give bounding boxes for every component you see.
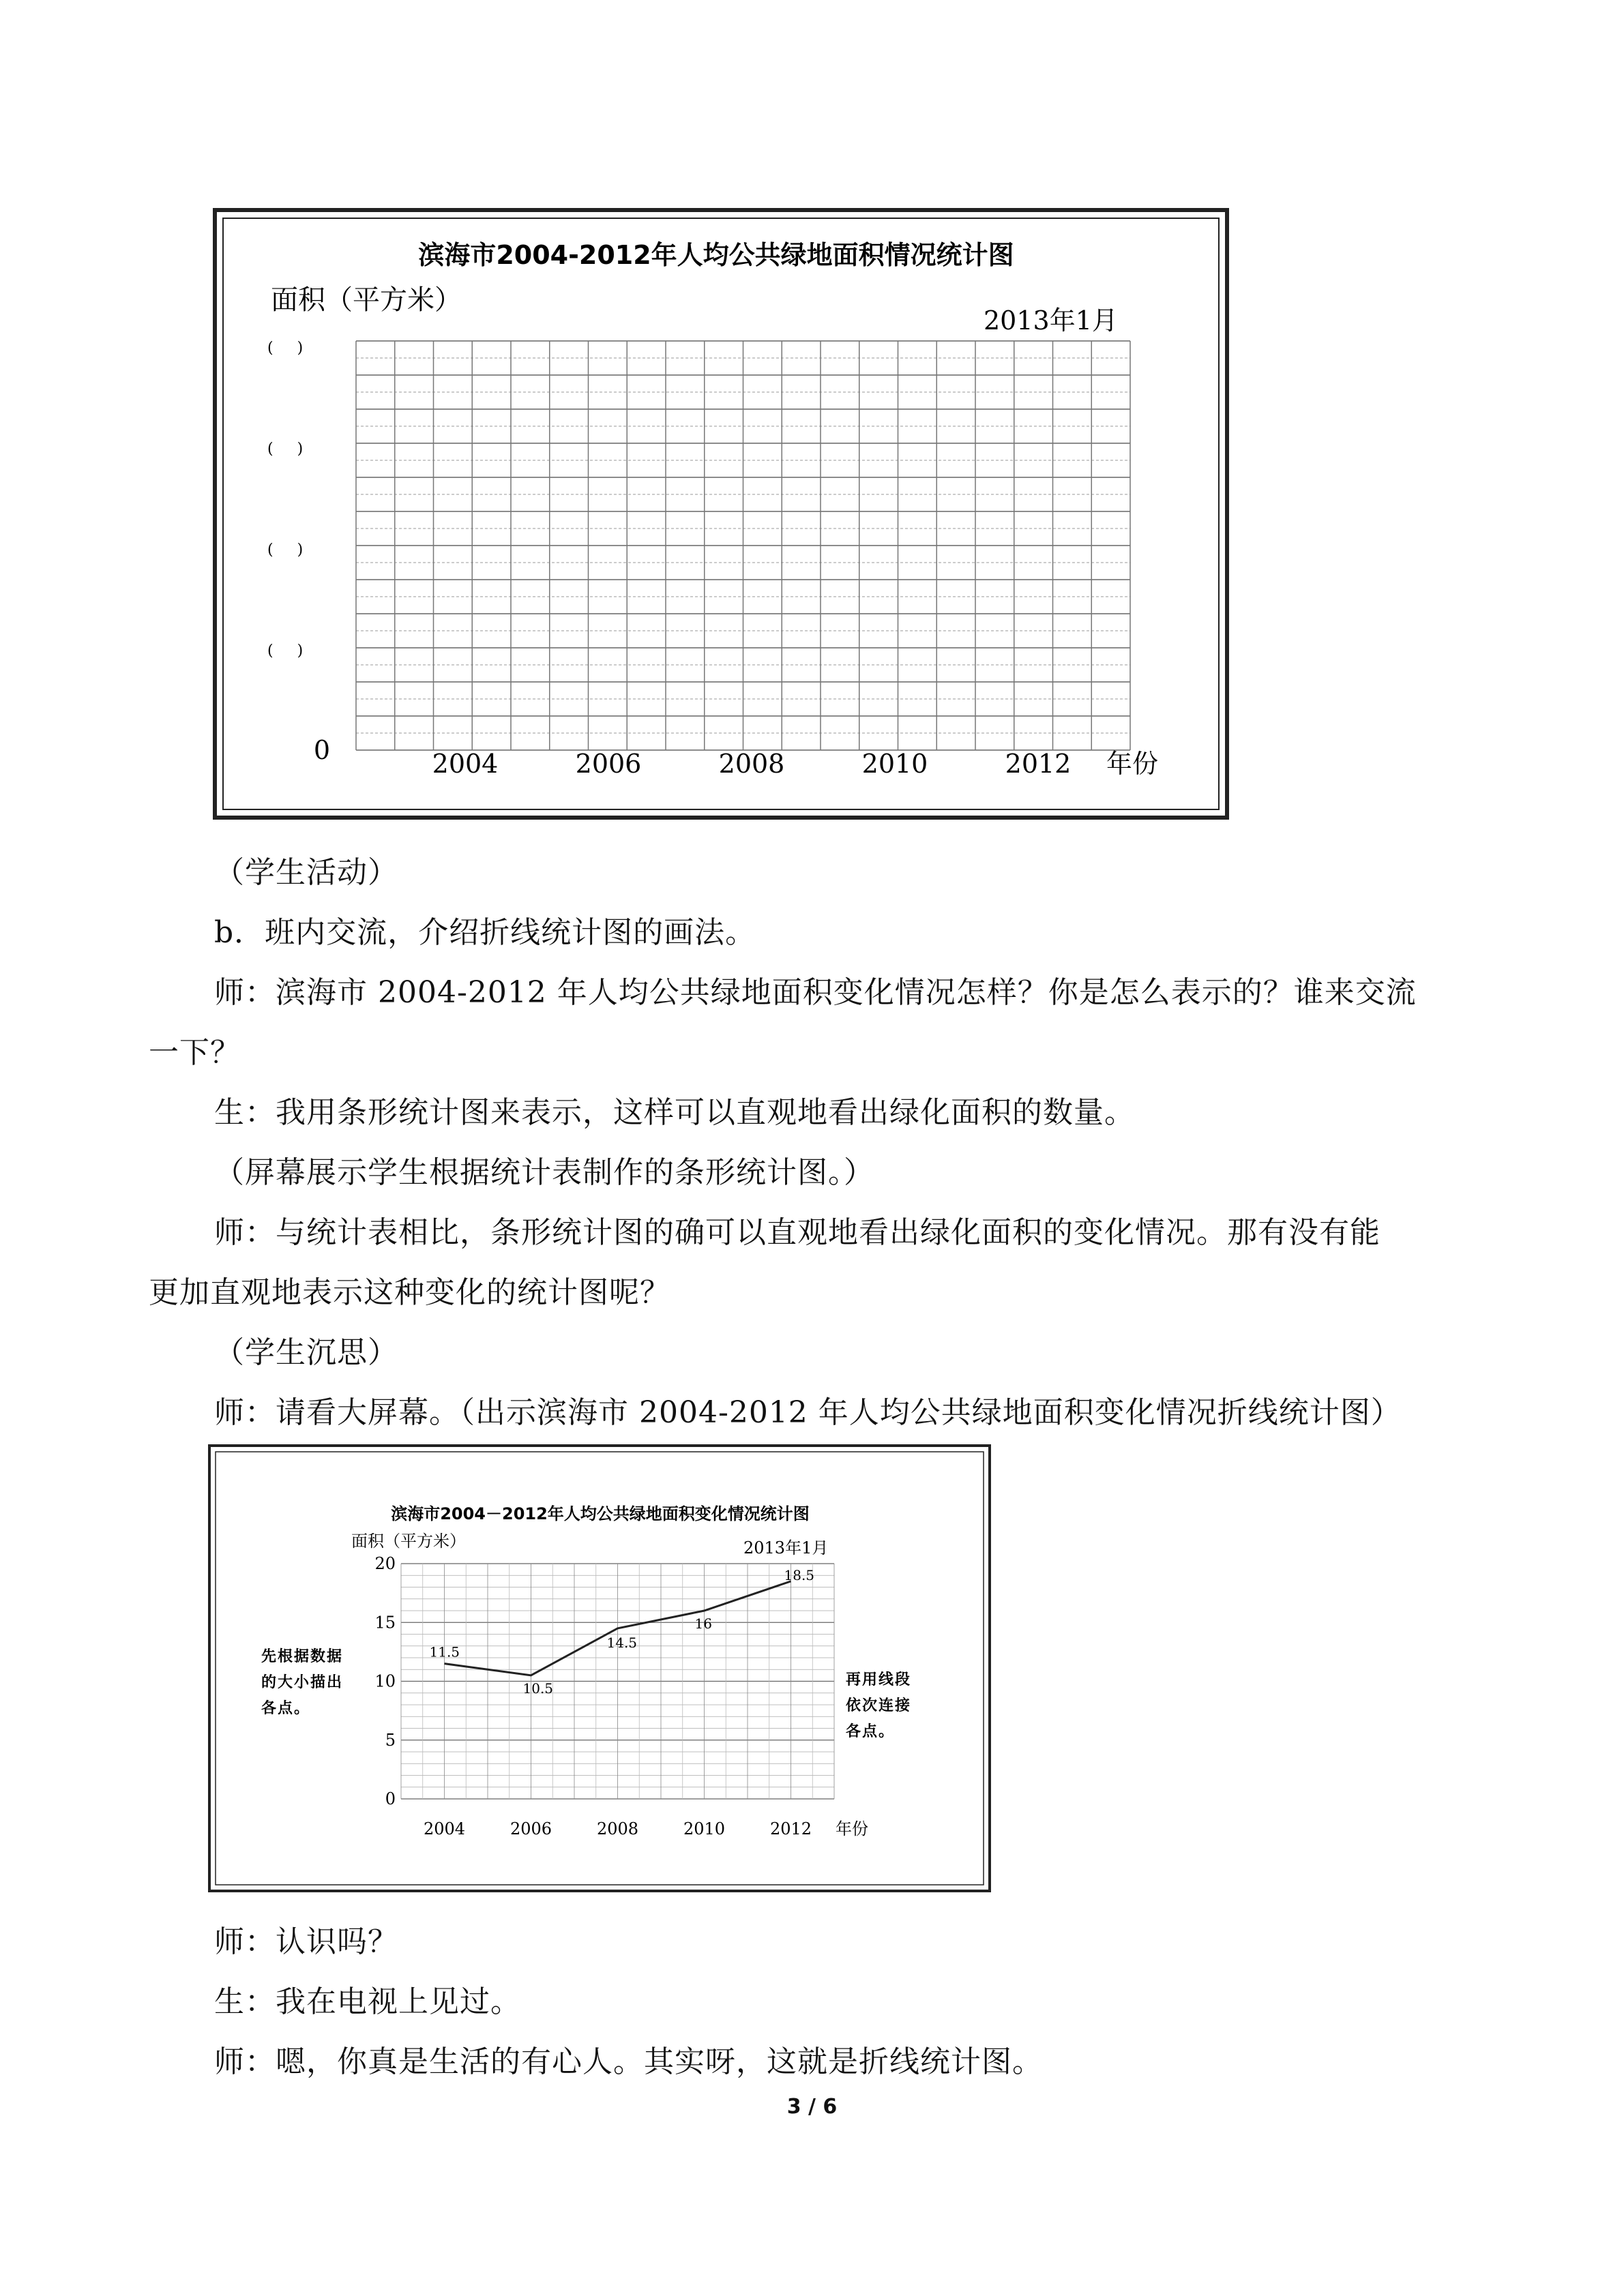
blank-chart-ylabel: 面积（平方米）	[271, 284, 462, 316]
paragraph-teacher-question-1: 师：滨海市 2004-2012 年人均公共绿地面积变化情况怎样？你是怎么表示的？谁来交流	[214, 975, 1417, 1010]
line-chart-title: 滨海市2004－2012年人均公共绿地面积变化情况统计图	[391, 1504, 810, 1523]
blank-chart-svg	[213, 208, 1229, 820]
y-tick-label: 0	[385, 1789, 396, 1808]
blank-y-tick-1: ( )	[267, 340, 313, 357]
annotation-right-line: 再用线段	[846, 1671, 912, 1688]
blank-x-tick-2006: 2006	[575, 749, 642, 779]
paragraph-teacher-recognize: 师：认识吗？	[214, 1924, 398, 1959]
paragraph-teacher-compare: 师：与统计表相比，条形统计图的确可以直观地看出绿化面积的变化情况。那有没有能	[214, 1215, 1381, 1250]
line-chart-figure	[208, 1444, 991, 1892]
data-label: 16	[694, 1615, 712, 1632]
data-label: 11.5	[429, 1643, 460, 1660]
x-tick-label: 2010	[683, 1819, 726, 1838]
blank-y-tick-4: ( )	[267, 642, 313, 659]
y-tick-labels	[374, 1554, 396, 1808]
paragraph-teacher-line-chart: 师：嗯，你真是生活的有心人。其实呀，这就是折线统计图。	[214, 2044, 1043, 2079]
blank-grid	[356, 341, 1130, 750]
paragraph-student-activity: （学生活动）	[214, 855, 398, 890]
data-label: 18.5	[784, 1566, 815, 1583]
data-label: 14.5	[606, 1634, 638, 1651]
data-label: 10.5	[522, 1680, 554, 1697]
paragraph-student-seen-tv: 生：我在电视上见过。	[214, 1984, 521, 2019]
blank-x-tick-2008: 2008	[718, 749, 785, 779]
paragraph-teacher-compare-cont: 更加直观地表示这种变化的统计图呢？	[149, 1275, 670, 1310]
y-tick-label: 15	[374, 1613, 396, 1632]
blank-y-tick-3: ( )	[267, 541, 313, 558]
annotation-left-line: 各点。	[261, 1700, 311, 1717]
annotation-left-line: 的大小描出	[261, 1674, 344, 1691]
blank-x-axis-label: 年份	[1106, 749, 1159, 779]
x-tick-label: 2006	[510, 1819, 552, 1838]
page-number: 3 / 6	[786, 2095, 838, 2119]
blank-chart-date: 2013年1月	[984, 305, 1118, 336]
annotation-left	[261, 1648, 343, 1717]
x-tick-label: 2012	[769, 1819, 812, 1838]
line-chart-date: 2013年1月	[743, 1538, 829, 1557]
y-tick-label: 5	[385, 1730, 396, 1750]
paragraph-student-thinking: （学生沉思）	[214, 1335, 398, 1370]
x-tick-label: 2008	[596, 1819, 639, 1838]
blank-x-tick-2004: 2004	[432, 749, 499, 779]
line-chart-xlabel: 年份	[836, 1819, 868, 1838]
line-chart-grid	[401, 1564, 834, 1799]
annotation-right	[846, 1671, 911, 1740]
y-tick-label: 20	[374, 1554, 396, 1573]
paragraph-teacher-question-1-cont: 一下？	[149, 1035, 241, 1070]
data-labels	[430, 1567, 815, 1697]
blank-chart-title: 滨海市2004-2012年人均公共绿地面积情况统计图	[418, 240, 1014, 270]
blank-x-tick-2010: 2010	[861, 749, 928, 779]
x-tick-labels	[424, 1819, 812, 1838]
paragraph-class-exchange: b．班内交流，介绍折线统计图的画法。	[214, 915, 756, 950]
x-tick-label: 2004	[423, 1819, 466, 1838]
line-chart-ylabel: 面积（平方米）	[351, 1532, 466, 1551]
annotation-left-line: 先根据数据	[261, 1648, 344, 1665]
annotation-right-line: 各点。	[846, 1723, 896, 1740]
blank-line-chart-figure	[213, 208, 1229, 820]
paragraph-student-answer-1: 生：我用条形统计图来表示，这样可以直观地看出绿化面积的数量。	[214, 1095, 1135, 1130]
blank-y-tick-2: ( )	[267, 441, 313, 458]
paragraph-screen-bar-chart: （屏幕展示学生根据统计表制作的条形统计图。）	[214, 1155, 874, 1190]
y-tick-label: 10	[374, 1671, 396, 1691]
line-chart-svg	[208, 1444, 991, 1892]
blank-x-tick-2012: 2012	[1005, 749, 1072, 779]
paragraph-teacher-show-line-chart: 师：请看大屏幕。（出示滨海市 2004-2012 年人均公共绿地面积变化情况折线统计图）	[214, 1395, 1402, 1430]
blank-y-tick-zero: 0	[313, 735, 331, 765]
annotation-right-line: 依次连接	[846, 1697, 912, 1714]
